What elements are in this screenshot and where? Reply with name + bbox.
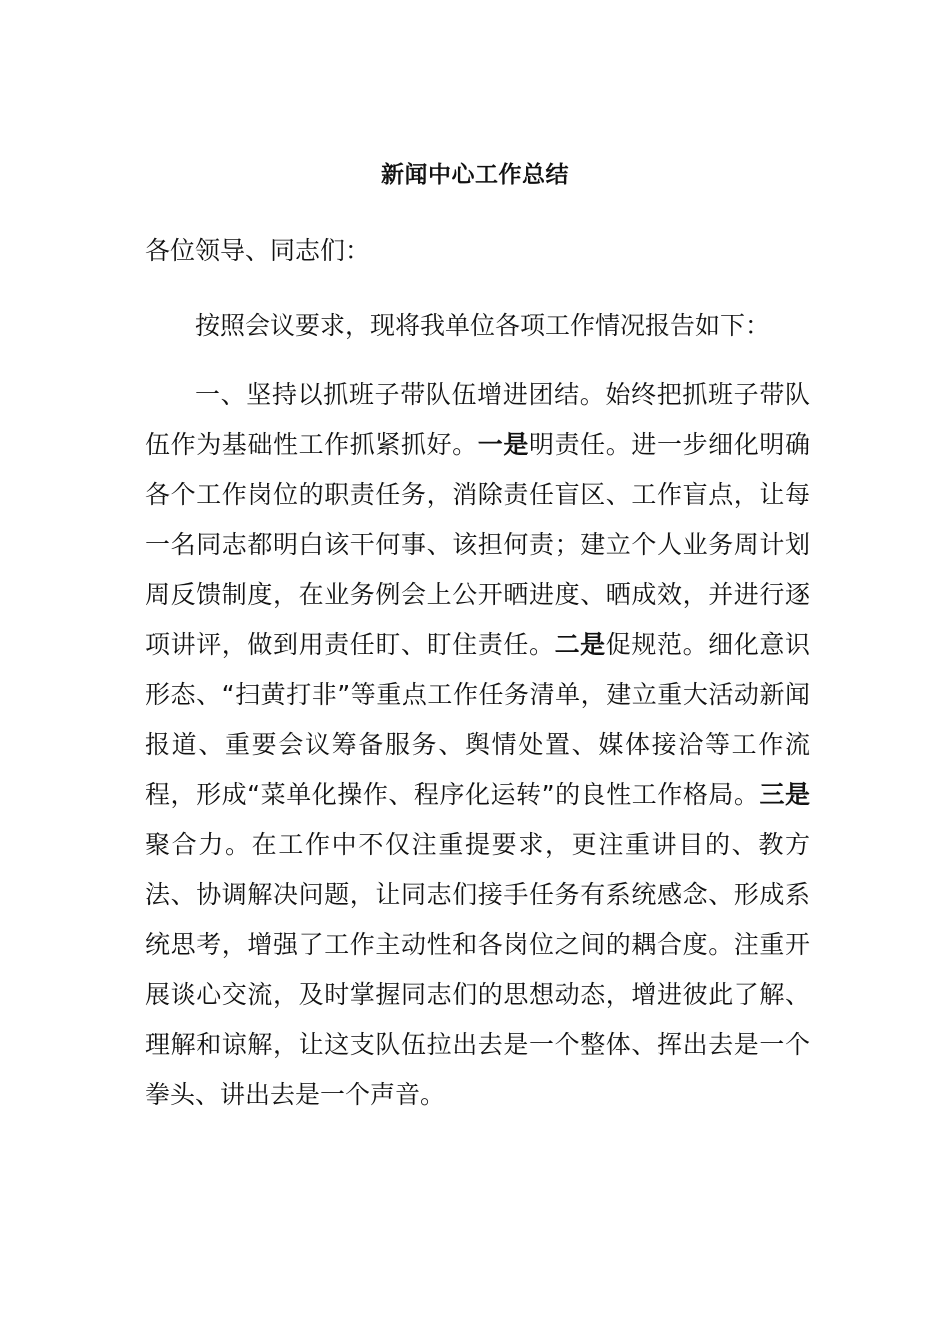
section-one-paragraph: [145, 370, 810, 1120]
point-three-text: 聚合力。在工作中不仅注重提要求，更注重讲目的、教方法、协调解决问题，让同志们接手任务有系统感念、形成系统思考，增强了工作主动性和各岗位之间的耦合度。注重开展谈心交流，及时掌握同志们的思想动态，增进彼此了解、理解和谅解，让这支队伍拉出去是一个整体、挥出去是一个拳头、讲出去是一个声音。: [145, 830, 810, 1109]
point-two-lead: 二是: [554, 630, 606, 659]
section-one-heading: 一、坚持以抓班子带队伍增进团结。始终把抓班子带队伍作为基础性工作抓紧抓好。: [145, 380, 810, 459]
document-title: 新闻中心工作总结: [381, 162, 569, 188]
point-three-lead: 三是: [759, 780, 810, 809]
point-one-text: 明责任。进一步细化明确各个工作岗位的职责任务，消除责任盲区、工作盲点，让每一名同志都明白该干何事、该担何责；建立个人业务周计划周反馈制度，在业务例会上公开晒进度、晒成效，并进行逐项讲评，做到用责任盯、盯住责任。: [145, 430, 810, 659]
intro-paragraph: 按照会议要求，现将我单位各项工作情况报告如下：: [195, 311, 771, 340]
point-two-text: 促规范。细化意识形态、“扫黄打非”等重点工作任务清单，建立重大活动新闻报道、重要会议筹备服务、舆情处置、媒体接洽等工作流程，形成“菜单化操作、程序化运转”的良性工作格局。: [145, 630, 810, 809]
point-one-lead: 一是: [477, 430, 529, 459]
salutation: 各位领导、同志们：: [145, 236, 371, 265]
